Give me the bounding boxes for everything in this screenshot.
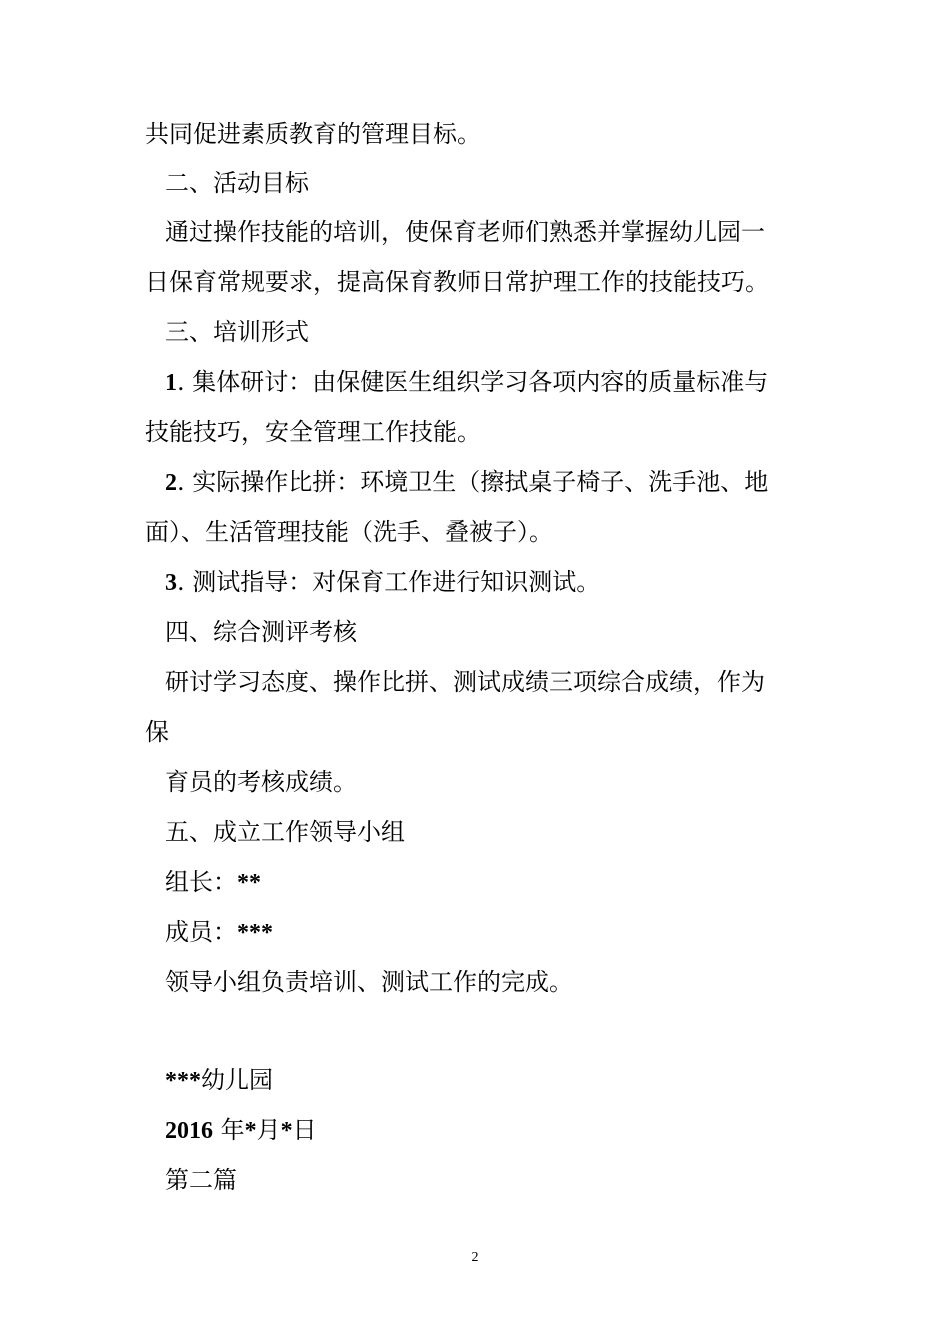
- list-item-3: [165, 566, 600, 599]
- heading-text: 五、成立工作领导小组: [165, 818, 405, 846]
- heading-text: 第二篇: [165, 1166, 237, 1194]
- paragraph-line: [145, 118, 481, 150]
- list-item-1: [165, 366, 768, 399]
- date-mask: *: [280, 1118, 293, 1144]
- heading-text: 三、培训形式: [165, 318, 309, 346]
- body-text: . 测试指导：对保育工作进行知识测试。: [177, 568, 601, 596]
- page-number: 2: [471, 1250, 479, 1265]
- text-goal-end: 共同促进素质教育的管理目标。: [145, 120, 481, 148]
- body-text: 通过操作技能的培训，使保育老师们熟悉并掌握幼儿园一: [165, 218, 765, 246]
- signature-org: [165, 1064, 273, 1097]
- body-text: 领导小组负责培训、测试工作的完成。: [165, 968, 573, 996]
- next-part-heading: [165, 1164, 237, 1196]
- paragraph-line: [145, 516, 553, 548]
- section-heading-5: [165, 816, 405, 848]
- body-text: . 集体研讨：由保健医生组织学习各项内容的质量标准与: [177, 368, 769, 396]
- date-mask: *: [244, 1118, 257, 1144]
- body-text: 保: [145, 718, 169, 746]
- signature-date: [165, 1114, 317, 1147]
- list-item-2: [165, 466, 768, 499]
- section-heading-2: [165, 167, 309, 199]
- body-text: 技能技巧，安全管理工作技能。: [145, 418, 481, 446]
- leader-label: 组长：: [165, 868, 237, 896]
- paragraph-line: [145, 716, 169, 748]
- section-heading-4: [165, 616, 357, 648]
- heading-text: 四、综合测评考核: [165, 618, 357, 646]
- list-number: 3: [165, 570, 177, 596]
- paragraph-line: [165, 966, 573, 998]
- member-line: [165, 916, 273, 949]
- list-number: 1: [165, 370, 177, 396]
- member-label: 成员：: [165, 918, 237, 946]
- member-value: ***: [237, 920, 273, 946]
- leader-line: [165, 866, 261, 899]
- body-text: 面）、生活管理技能（洗手、叠被子）。: [145, 518, 553, 546]
- paragraph-line: [165, 216, 765, 248]
- paragraph-line: [145, 416, 481, 448]
- date-year: 2016: [165, 1118, 213, 1144]
- date-text: 日: [292, 1116, 317, 1144]
- body-text: . 实际操作比拼：环境卫生（擦拭桌子椅子、洗手池、地: [177, 468, 769, 496]
- section-heading-3: [165, 316, 309, 348]
- paragraph-line: [165, 766, 357, 798]
- list-number: 2: [165, 470, 177, 496]
- leader-value: **: [237, 870, 261, 896]
- paragraph-line: [165, 666, 765, 698]
- body-text: 日保育常规要求，提高保育教师日常护理工作的技能技巧。: [145, 268, 769, 296]
- org-mask: ***: [165, 1068, 201, 1094]
- org-name: 幼儿园: [201, 1066, 273, 1094]
- body-text: 研讨学习态度、操作比拼、测试成绩三项综合成绩，作为: [165, 668, 765, 696]
- body-text: 育员的考核成绩。: [165, 768, 357, 796]
- date-text: 月: [256, 1116, 281, 1144]
- paragraph-line: [145, 266, 769, 298]
- heading-text: 二、活动目标: [165, 169, 309, 197]
- date-text: 年: [213, 1116, 245, 1144]
